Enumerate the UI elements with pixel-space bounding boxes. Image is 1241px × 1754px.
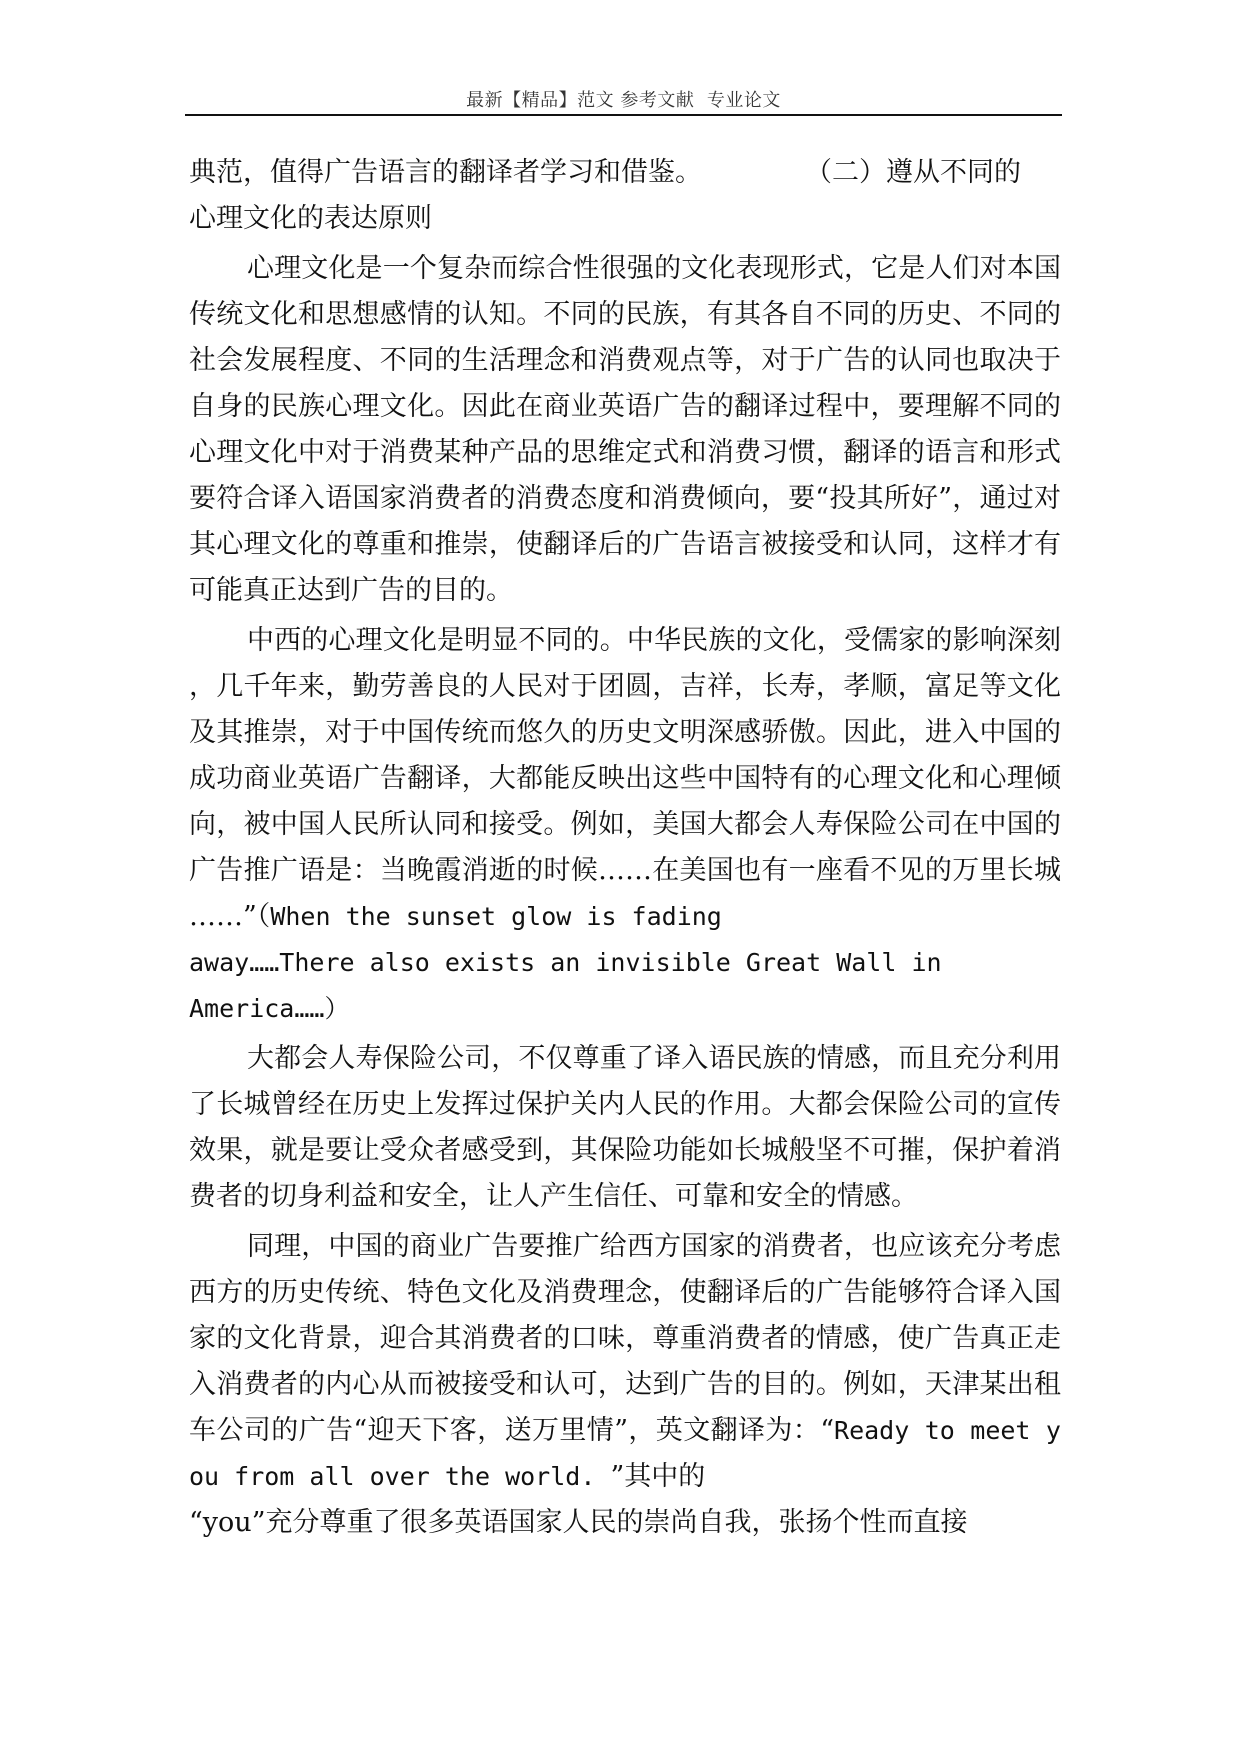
paragraph-2 [189,618,1061,1032]
paragraph-2-english-3: America……） [189,994,350,1023]
paragraph-4 [189,1224,1061,1546]
paragraph-4-chinese: 同理，中国的商业广告要推广给西方国家的消费者，也应该充分考虑西方的历史传统、特色文化及消费理念，使翻译后的广告能够符合译入国家的文化背景，迎合其消费者的口味，尊重消费者的情感，使广告真正走入消费者的内心从而被接受和认可，达到广告的目的。例如，天津某出租车公司的广告“迎天下客，送万里情”，英文翻译为：“ [189,1231,1061,1446]
paragraph-4-english: Ready to meet you from all over the world. [189,1416,1061,1491]
section-heading-part1: （二）遵从不同的 [805,157,1021,188]
page-header: 最新【精品】范文 参考文献 专业论文 [466,90,781,111]
paragraph-2-english-1: When the sunset glow is fading [270,902,722,931]
paragraph-4-last-line: “you”充分尊重了很多英语国家人民的崇尚自我，张扬个性而直接 [189,1507,968,1538]
document-body [189,150,1061,1546]
intro-tail-text: 典范，值得广告语言的翻译者学习和借鉴。 [189,157,702,188]
header-divider [185,114,1062,116]
intro-line [189,150,1061,196]
section-heading: 心理文化的表达原则 [189,203,432,234]
paragraph-2-english-2: away……There also exists an invisible Great Wall in [189,948,942,977]
paragraph-3: 大都会人寿保险公司，不仅尊重了译入语民族的情感，而且充分利用了长城曾经在历史上发挥过保护关内人民的作用。大都会保险公司的宣传效果，就是要让受众者感受到，其保险功能如长城般坚不可摧，保护着消费者的切身利益和安全，让人产生信任、可靠和安全的情感。 [189,1043,1061,1212]
paragraph-2-chinese: 中西的心理文化是明显不同的。中华民族的文化，受儒家的影响深刻，几千年来，勤劳善良的人民对于团圆，吉祥，长寿，孝顺，富足等文化及其推崇，对于中国传统而悠久的历史文明深感骄傲。因此，进入中国的成功商业英语广告翻译，大都能反映出这些中国特有的心理文化和心理倾向，被中国人民所认同和接受。例如，美国大都会人寿保险公司在中国的广告推广语是：当晚霞消逝的时候……在美国也有一座看不见的万里长城……”（ [189,625,1061,932]
paragraph-4-chinese-2: ”其中的 [610,1461,706,1492]
paragraph-1: 心理文化是一个复杂而综合性很强的文化表现形式，它是人们对本国传统文化和思想感情的认知。不同的民族，有其各自不同的历史、不同的社会发展程度、不同的生活理念和消费观点等，对于广告的认同也取决于自身的民族心理文化。因此在商业英语广告的翻译过程中，要理解不同的心理文化中对于消费某种产品的思维定式和消费习惯，翻译的语言和形式要符合译入语国家消费者的消费态度和消费倾向，要“投其所好”，通过对其心理文化的尊重和推崇，使翻译后的广告语言被接受和认同，这样才有可能真正达到广告的目的。 [189,253,1061,606]
